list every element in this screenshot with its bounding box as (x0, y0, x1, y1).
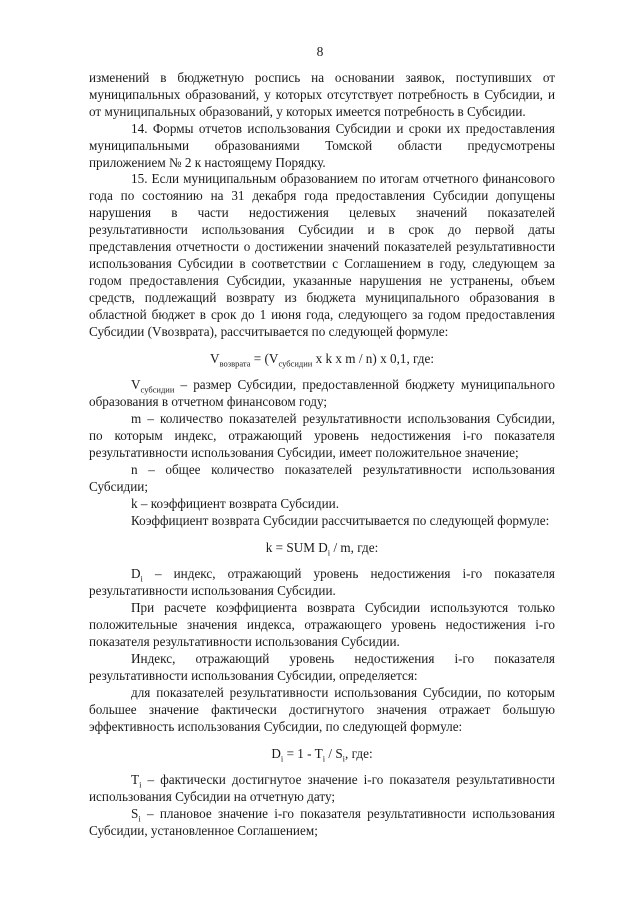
definition-m: m – количество показателей результативности использования Субсидии, по которым индекс, отражающий уровень недостижения i-го показателя результативности использования Субсидии, имеет положительное значение; (89, 411, 555, 461)
formula-subscript: i (342, 753, 346, 764)
definition-symbol: T (131, 772, 140, 788)
formula-subscript: i (322, 753, 326, 764)
formula-index (89, 746, 555, 763)
definition-text: – размер Субсидии, предоставленной бюджету муниципального образования в отчетном финансовом году; (89, 377, 555, 410)
formula-part: = 1 - T (283, 745, 323, 761)
page-number: 8 (316, 44, 324, 59)
definition-symbol: D (131, 566, 141, 582)
definition-k: k – коэффициент возврата Субсидии. (131, 495, 339, 511)
formula-part: k = SUM D (265, 539, 328, 555)
definition-n: n – общее количество показателей результативности использования Субсидии; (89, 461, 555, 494)
definition-symbol: V (131, 377, 141, 393)
paragraph-coefficient: Коэффициент возврата Субсидии рассчитывается по следующей формуле: (131, 512, 550, 528)
definition-t (89, 772, 555, 806)
definition-subscript: субсидии (140, 385, 175, 396)
definition-v-subsidy (89, 377, 555, 411)
definition-text: – плановое значение i-го показателя результативности использования Субсидии, установленное Соглашением; (89, 806, 555, 839)
formula-part: V (209, 350, 220, 366)
paragraph-index-condition: для показателей результативности использования Субсидии, по которым большее значение фактически достигнутого значения отражает большую эффективность использования Субсидии, по следующей формуле: (89, 684, 555, 734)
definition-text: – фактически достигнутое значение i-го показателя результативности использования Субсидии на отчетную дату; (89, 772, 555, 805)
definition-subscript: i (139, 780, 142, 791)
formula-part: / S (325, 745, 343, 761)
formula-subscript: i (280, 753, 284, 764)
definition-subscript: i (140, 574, 143, 585)
paragraph-continuation: изменений в бюджетную роспись на основании заявок, поступивших от муниципальных образований, у которых отсутствует потребность в Субсидии, и от муниципальных образований, у которых имеется потребность в Субсидии. (89, 70, 555, 119)
formula-part: , где: (345, 745, 373, 761)
paragraph-index-definition: Индекс, отражающий уровень недостижения i-го показателя результативности использования Субсидии, определяется: (89, 651, 555, 683)
definition-d (89, 566, 555, 600)
definition-text: – индекс, отражающий уровень недостижения i-го показателя результативности использования Субсидии. (89, 566, 555, 599)
formula-part: x k x m / n) x 0,1, где: (312, 350, 435, 366)
formula-part: = (V (250, 350, 279, 366)
formula-subscript: возврата (219, 358, 251, 369)
paragraph-positive-values: При расчете коэффициента возврата Субсидии используются только положительные значения индекса, отражающего уровень недостижения i-го показателя результативности использования Субсидии. (89, 600, 555, 650)
paragraph-14-end: приложением № 2 к настоящему Порядку. (89, 154, 326, 170)
formula-refund (89, 351, 555, 368)
formula-coefficient (89, 540, 555, 557)
paragraph-15: 15. Если муниципальным образованием по итогам отчетного финансового года по состоянию на 31 декабря года предоставления Субсидии допущены нарушения в части недостижения целевых значений показателей результативности использования Субсидии и в срок до первой даты представления отчетности о достижении значений показателей результативности использования Субсидии в соответствии с Соглашением в году, следующем за годом предоставления Субсидии, указанные нарушения не устранены, объем средств, подлежащий возврату из бюджета муниципального образования в областной бюджет в срок до 1 июня года, следующего за годом предоставления Субсидии (Vвозврата), рассчитывается по следующей формуле: (89, 171, 555, 339)
paragraph-14: 14. Формы отчетов использования Субсидии и сроки их предоставления муниципальными образованиями Томской области предусмотрены (89, 120, 555, 153)
definition-s (89, 806, 555, 840)
formula-subscript: субсидии (278, 358, 313, 369)
formula-part: D (271, 745, 281, 761)
definition-subscript: i (138, 813, 141, 824)
document-body (89, 70, 555, 840)
formula-subscript: i (327, 547, 331, 558)
definition-symbol: S (131, 806, 139, 822)
formula-part: / m, где: (330, 539, 379, 555)
